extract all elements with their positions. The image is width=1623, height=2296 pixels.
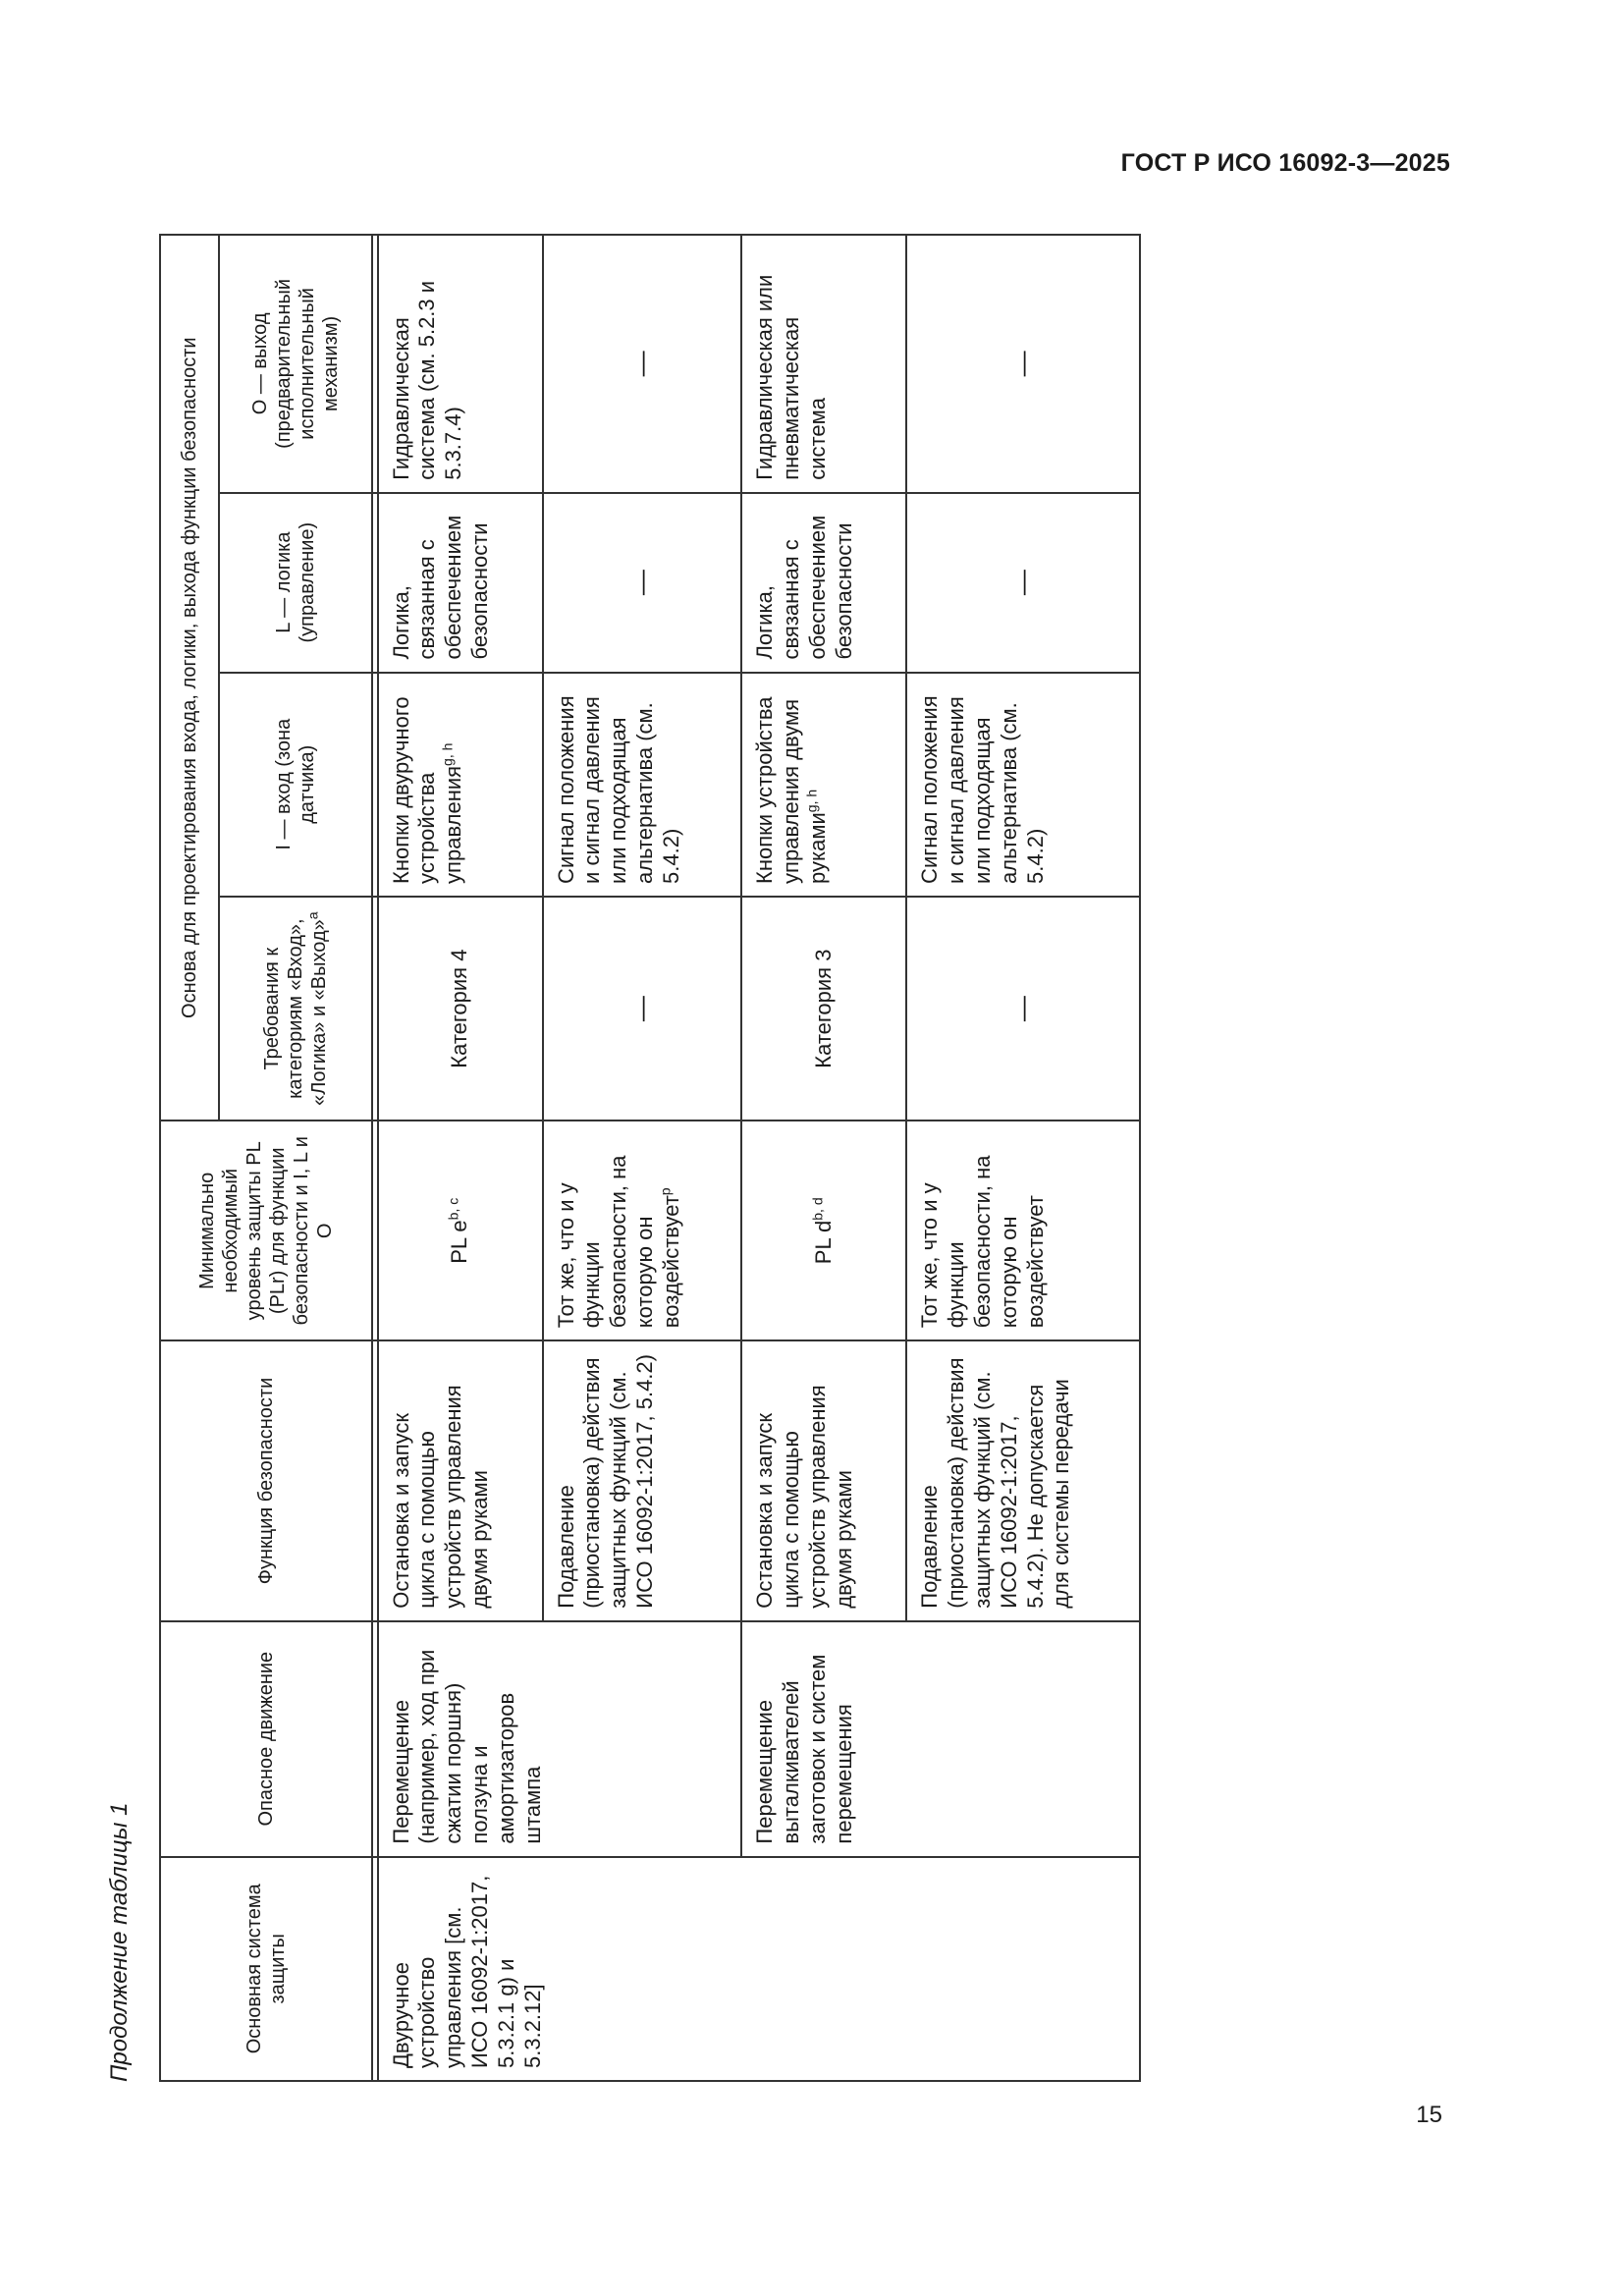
- safety-function-cell: Подавление (приостановка) действия защитных функций (см. ИСО 16092-1:2017, 5.4.2): [543, 1340, 742, 1621]
- header-row-1: [160, 235, 219, 2081]
- category-cell: —: [543, 897, 742, 1121]
- col-protection-system: Основная система защиты: [160, 1857, 372, 2081]
- col-safety-function: Функция безопасности: [160, 1340, 372, 1621]
- document-header: ГОСТ Р ИСО 16092-3—2025: [1120, 149, 1450, 177]
- category-cell: Категория 4: [378, 897, 543, 1121]
- col-input: I — вход (зона датчика): [219, 673, 371, 897]
- col-min-pl: Минимально необходимый уровень защиты PL (PLr) для функции безопасности и I, L и O: [160, 1121, 372, 1340]
- logic-cell: Логика, связанная с обеспечением безопасности: [378, 493, 543, 673]
- pl-cell: Тот же, что и у функции безопасности, на которую он воздействует: [906, 1121, 1140, 1340]
- protection-system-cell: Двуручное устройство управления [см. ИСО 16092-1:2017, 5.3.2.1 g) и 5.3.2.12]: [378, 1857, 1140, 2081]
- input-cell: Сигнал положения и сигнал давления или подходящая альтернатива (см. 5.4.2): [543, 673, 742, 897]
- logic-cell: Логика, связанная с обеспечением безопасности: [741, 493, 906, 673]
- input-cell: Кнопки устройства управления двумя руками$^{g, h}$: [741, 673, 906, 897]
- category-cell: Категория 3: [741, 897, 906, 1121]
- category-cell: —: [906, 897, 1140, 1121]
- col-category-req: Требования к категориям «Вход», «Логика» и «Выход»$^a$: [219, 897, 371, 1121]
- output-cell: Гидравлическая или пневматическая система: [741, 235, 906, 493]
- input-cell: Сигнал положения и сигнал давления или подходящая альтернатива (см. 5.4.2): [906, 673, 1140, 897]
- col-output: O — выход (предварительный исполнительный механизм): [219, 235, 371, 493]
- safety-function-cell: Подавление (приостановка) действия защитных функций (см. ИСО 16092-1:2017, 5.4.2). Не допускается для системы передачи: [906, 1340, 1140, 1621]
- pl-cell: Тот же, что и у функции безопасности, на которую он воздействует$^p$: [543, 1121, 742, 1340]
- logic-cell: —: [543, 493, 742, 673]
- page-number: 15: [1416, 2102, 1442, 2128]
- safety-table: [159, 234, 1141, 2082]
- safety-function-cell: Остановка и запуск цикла с помощью устройств управления двумя руками: [378, 1340, 543, 1621]
- pl-cell: PL $d^{b, d}$: [741, 1121, 906, 1340]
- hazard-motion-cell: Перемещение выталкивателей заготовок и систем перемещения: [741, 1621, 1140, 1857]
- safety-function-cell: Остановка и запуск цикла с помощью устройств управления двумя руками: [741, 1340, 906, 1621]
- table-row: [741, 235, 906, 2081]
- hazard-motion-cell: Перемещение (например, ход при сжатии поршня) ползуна и амортизаторов штампа: [378, 1621, 742, 1857]
- col-basis-group: Основа для проектирования входа, логики, выхода функции безопасности: [160, 235, 219, 1121]
- output-cell: Гидравлическая система (см. 5.2.3 и 5.3.7.4): [378, 235, 543, 493]
- safety-table-container: [159, 234, 1141, 2082]
- col-hazard-motion: Опасное движение: [160, 1621, 372, 1857]
- table-row: [378, 235, 543, 2081]
- output-cell: —: [543, 235, 742, 493]
- col-logic: L — логика (управление): [219, 493, 371, 673]
- output-cell: —: [906, 235, 1140, 493]
- input-cell: Кнопки двуручного устройства управления$^{g, h}$: [378, 673, 543, 897]
- table-caption: Продолжение таблицы 1: [106, 1802, 133, 2082]
- logic-cell: —: [906, 493, 1140, 673]
- pl-cell: PL $e^{b, c}$: [378, 1121, 543, 1340]
